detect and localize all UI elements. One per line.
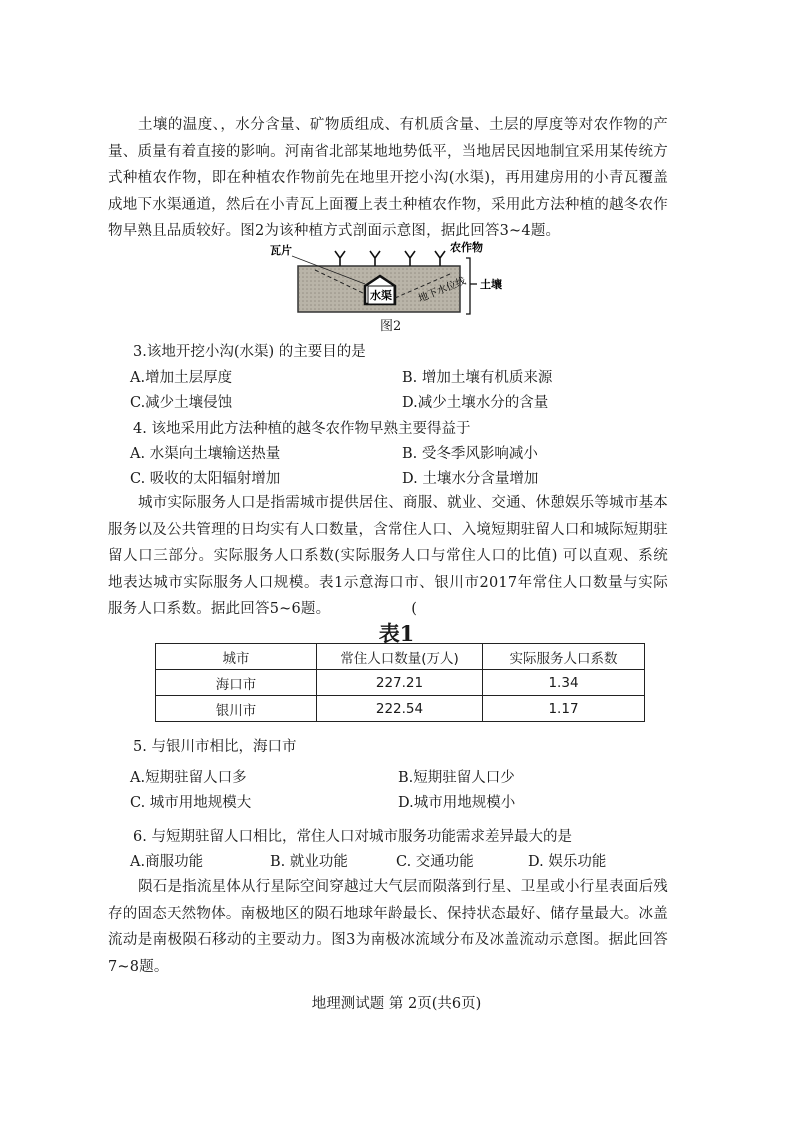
q3-option-d: D.减少土壤水分的含量 <box>402 395 549 411</box>
question-4-stem: 4. 该地采用此方法种植的越冬农作物早熟主要得益于 <box>133 421 471 437</box>
question-6-stem: 6. 与短期驻留人口相比，常住人口对城市服务功能需求差异最大的是 <box>133 829 572 845</box>
q4-option-a: A. 水渠向土壤输送热量 <box>130 446 281 462</box>
q3-option-c: C.减少土壤侵蚀 <box>130 395 233 411</box>
q6-option-b: B. 就业功能 <box>270 854 348 870</box>
table-header-cell: 城市 <box>156 644 317 670</box>
q5-option-c: C. 城市用地规模大 <box>130 795 252 811</box>
table-cell-coefficient: 1.17 <box>483 696 645 722</box>
channel-label: 水渠 <box>370 289 392 302</box>
figure-2-planting-profile <box>270 236 530 320</box>
question-5-stem: 5. 与银川市相比，海口市 <box>133 739 297 755</box>
q3-option-a: A.增加土层厚度 <box>130 370 233 386</box>
crop-label: 农作物 <box>450 241 483 254</box>
table-1-title: 表1 <box>378 621 415 646</box>
tile-label: 瓦片 <box>270 244 292 257</box>
soil-label: 土壤 <box>480 278 502 291</box>
q6-option-a: A.商服功能 <box>130 854 204 870</box>
table-cell-coefficient: 1.34 <box>483 670 645 696</box>
q4-option-c: C. 吸收的太阳辐射增加 <box>130 471 281 487</box>
table-header-row <box>156 644 645 670</box>
passage-meteorites: 陨石是指流星体从行星际空间穿越过大气层而陨落到行星、卫星或小行星表面后残存的固态天然物体。南极地区的陨石地球年龄最长、保持状态最好、储存量最大。冰盖流动是南极陨石移动的主要动力。图3为南极冰流域分布及冰盖流动示意图。据此回答7~8题。 <box>108 879 668 975</box>
q4-option-d: D. 土壤水分含量增加 <box>402 471 539 487</box>
passage-service-population: 城市实际服务人口是指需城市提供居住、商服、就业、交通、休憩娱乐等城市基本服务以及公共管理的日均实有人口数量，含常住人口、入境短期驻留人口和城际短期驻留人口三部分。实际服务人口系数(实际服务人口与常住人口的比值) 可以直观、系统地表达城市实际服务人口规模。表1示意海口市、银川市2017年常住人口数量与实际服务人口系数。据此回答5~6题。 ( <box>108 495 668 617</box>
q5-option-b: B.短期驻留人口少 <box>398 770 515 786</box>
q6-option-c: C. 交通功能 <box>396 854 474 870</box>
table-row <box>156 670 645 696</box>
question-3-stem: 3.该地开挖小沟(水渠) 的主要目的是 <box>133 344 366 360</box>
passage-soil: 土壤的温度、，水分含量、矿物质组成、有机质含量、土层的厚度等对农作物的产量、质量有着直接的影响。河南省北部某地地势低平，当地居民因地制宜采用某传统方式种植农作物，即在种植农作物前先在地里开挖小沟(水渠)，再用建房用的小青瓦覆盖成地下水渠通道，然后在小青瓦上面覆上表土种植农作物，采用此方法种植的越冬农作物早熟且品质较好。图2为该种植方式剖面示意图，据此回答3~4题。 <box>108 117 668 239</box>
groundwater-label: 地下水位线 <box>417 275 468 305</box>
q5-option-a: A.短期驻留人口多 <box>130 770 247 786</box>
table-cell-population: 227.21 <box>317 670 483 696</box>
q3-option-b: B. 增加土壤有机质来源 <box>402 370 553 386</box>
table-1 <box>155 643 645 722</box>
page-footer: 地理测试题 第 2页(共6页) <box>311 996 482 1012</box>
q4-option-b: B. 受冬季风影响减小 <box>402 446 538 462</box>
q6-option-d: D. 娱乐功能 <box>528 854 607 870</box>
table-cell-city: 海口市 <box>156 670 317 696</box>
table-header-cell: 实际服务人口系数 <box>483 644 645 670</box>
table-cell-city: 银川市 <box>156 696 317 722</box>
crop-icons <box>335 251 445 266</box>
figure-2-caption: 图2 <box>380 319 402 334</box>
table-cell-population: 222.54 <box>317 696 483 722</box>
table-header-cell: 常住人口数量(万人) <box>317 644 483 670</box>
table-row <box>156 696 645 722</box>
q5-option-d: D.城市用地规模小 <box>398 795 516 811</box>
